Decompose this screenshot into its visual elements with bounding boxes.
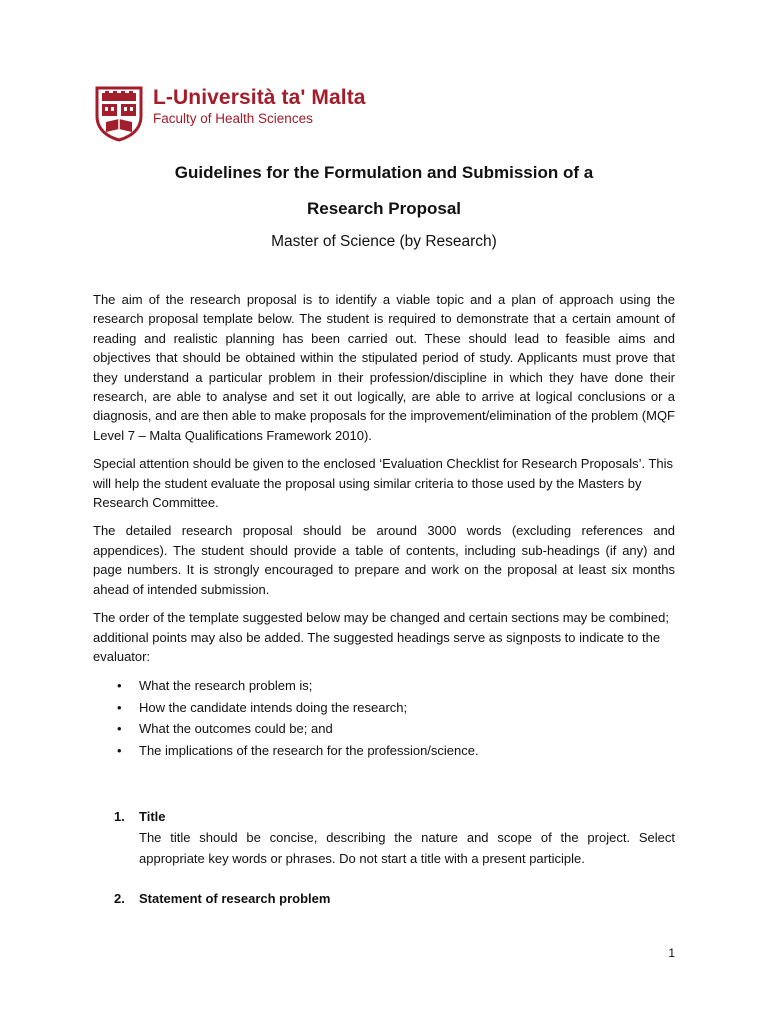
list-item (93, 697, 675, 719)
document-body (93, 290, 675, 908)
document-title-line-1: Guidelines for the Formulation and Submission of a (174, 163, 594, 182)
section-number: 2. (114, 890, 125, 906)
document-title-line-2: Research Proposal (306, 199, 461, 218)
bullet-dot-icon: • (117, 721, 122, 737)
document-subtitle: Master of Science (by Research) (271, 233, 497, 250)
section-heading: Title (139, 809, 166, 825)
section-text: The title should be concise, describing the nature and scope of the project. Select appropriate key words or phrases. Do not start a title with a present participle. (139, 829, 675, 866)
bullet-dot-icon: • (117, 678, 122, 694)
section-number: 1. (114, 809, 125, 825)
brand-block (153, 86, 366, 128)
university-crest-icon (93, 84, 145, 142)
evaluation-checklist-paragraph: Special attention should be given to the enclosed ‘Evaluation Checklist for Research Proposals’. This will help the student evaluate the proposal using similar criteria to those used by the Masters by Research Committee. (93, 456, 674, 511)
template-order-paragraph: The order of the template suggested below may be changed and certain sections may be combined; additional points may also be added. The suggested headings serve as signposts to indicate to the evaluator: (93, 610, 669, 664)
word-count-paragraph: The detailed research proposal should be around 3000 words (excluding references and appendices). The student should provide a table of contents, including sub-headings (if any) and page numbers. It is strongly encouraged to prepare and work on the proposal at least six months ahead of intended submission. (93, 523, 675, 597)
faculty-name: Faculty of Health Sciences (153, 111, 313, 126)
section-title (93, 807, 675, 868)
section-heading: Statement of research problem (139, 890, 331, 906)
intro-paragraph: The aim of the research proposal is to identify a viable topic and a plan of approach using the research proposal template below. The student is required to demonstrate that a certain amount of reading and realistic planning has been carried out. These should lead to feasible aims and objectives that should be obtained within the stipulated period of study. Applicants must prove that they understand a particular problem in their profession/discipline in which they have done their research, are able to analyse and set it out logically, are able to arrive at logical conclusions or a diagnosis, and are then able to make proposals for the improvement/elimination of the problem (MQF Level 7 – Malta Qualifications Framework 2010). (93, 292, 675, 443)
section-statement-of-research-problem (93, 889, 675, 908)
list-item (93, 740, 675, 762)
list-item (93, 675, 675, 697)
list-item-text: What the research problem is; (139, 678, 313, 694)
bullet-dot-icon: • (117, 742, 122, 758)
institution-name: L-Università ta' Malta (153, 86, 366, 109)
list-item-text: How the candidate intends doing the research; (139, 699, 408, 715)
signpost-list (93, 675, 675, 761)
document-header (93, 84, 366, 142)
bullet-dot-icon: • (117, 699, 122, 715)
section-list (93, 807, 675, 908)
list-item (93, 718, 675, 740)
page-number: 1 (668, 946, 675, 960)
list-item-text: The implications of the research for the profession/science. (139, 742, 479, 758)
list-item-text: What the outcomes could be; and (139, 721, 333, 737)
